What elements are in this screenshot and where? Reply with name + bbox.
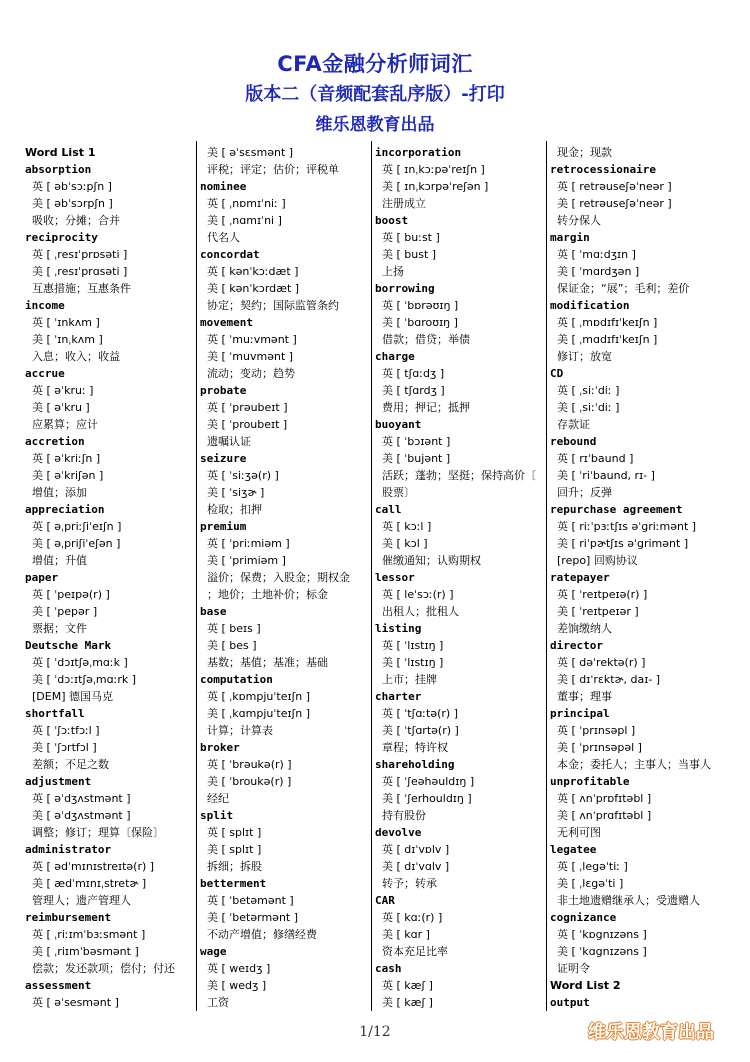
headword: premium (200, 520, 247, 533)
phonetic: 英 [ kənˈkɔːdæt ] (207, 265, 299, 278)
phonetic: 英 [ splɪt ] (207, 826, 262, 839)
headword: call (375, 503, 402, 516)
definition: 检取；扣押 (207, 503, 262, 516)
definition: 章程；特许权 (382, 741, 448, 754)
definition: 上扬 (382, 265, 404, 278)
phonetic: 美 [ əˈkriʃən ] (32, 469, 104, 482)
headword: probate (200, 384, 247, 397)
phonetic: 美 [ ˌmɑdɪfɪˈkeɪʃn ] (557, 333, 658, 346)
phonetic: 美 [ əˈdʒʌstmənt ] (32, 809, 131, 822)
phonetic: 英 [ ˌnɒmɪˈniː ] (207, 197, 286, 210)
column-divider (196, 141, 197, 1011)
phonetic: 英 [ ˈʃɔːtfɔːl ] (32, 724, 100, 737)
phonetic: 美 [ ˈbujənt ] (382, 452, 451, 465)
phonetic: 美 [ ˌresɪˈprɑsəti ] (32, 265, 128, 278)
definition: 转分保人 (557, 214, 601, 227)
phonetic: 美 [ ˈkɑgnɪzəns ] (557, 945, 647, 958)
vocab-column-1 (25, 144, 195, 1011)
definition: 遗嘱认证 (207, 435, 251, 448)
headword: split (200, 809, 234, 822)
definition: 票据；文件 (32, 622, 87, 635)
phonetic: 美 [ ˈlɪstɪŋ ] (382, 656, 444, 669)
definition: 差额；不足之数 (32, 758, 109, 771)
definition: 应累算；应计 (32, 418, 98, 431)
headword: computation (200, 673, 273, 686)
definition: 经纪 (207, 792, 229, 805)
phonetic: 美 [ ˈprimiəm ] (207, 554, 286, 567)
definition: 借款；借贷；举债 (382, 333, 470, 346)
headword: income (25, 299, 65, 312)
definition: 工资 (207, 996, 229, 1009)
definition: 非土地遗赠继承人；受遗赠人 (557, 894, 700, 907)
phonetic: 英 [ rɪˈbaund ] (557, 452, 634, 465)
headword: principal (550, 707, 610, 720)
column-divider (546, 141, 547, 1011)
page-number: 1/12 (359, 1024, 391, 1040)
definition: 出租人；批租人 (382, 605, 459, 618)
phonetic: 美 [ ˌsiːˈdiː ] (557, 401, 620, 414)
definition: 保证金；“展”；毛利；差价 (557, 282, 690, 295)
headword: paper (25, 571, 59, 584)
phonetic: 英 [ beɪs ] (207, 622, 261, 635)
definition: 股票〕 (382, 486, 415, 499)
headword: modification (550, 299, 630, 312)
phonetic: 美 [ kæʃ ] (382, 996, 433, 1009)
phonetic: 英 [ leˈsɔː(r) ] (382, 588, 454, 601)
headword: margin (550, 231, 590, 244)
headword: cash (375, 962, 402, 975)
headword: appreciation (25, 503, 105, 516)
definition: 证明令 (557, 962, 590, 975)
vocab-column-3 (375, 144, 545, 1011)
phonetic: 美 [ riˈpɚtʃɪs əˈgrimənt ] (557, 537, 689, 550)
phonetic: 英 [ ˈbetəmənt ] (207, 894, 294, 907)
phonetic: 英 [ ˌsiːˈdiː ] (557, 384, 620, 397)
phonetic: 美 [ ˈmuvmənt ] (207, 350, 294, 363)
definition: 注册成立 (382, 197, 426, 210)
definition: 评税；评定；估价；评税单 (207, 163, 339, 176)
headword: assessment (25, 979, 92, 992)
headword: adjustment (25, 775, 92, 788)
phonetic: 英 [ əbˈsɔːpʃn ] (32, 180, 112, 193)
publisher-line: 维乐恩教育出品 (315, 115, 435, 135)
definition: 上市；挂牌 (382, 673, 437, 686)
headword: Deutsche Mark (25, 639, 112, 652)
headword: reimbursement (25, 911, 112, 924)
vocab-column-2 (200, 144, 370, 1011)
phonetic: 英 [ weɪdʒ ] (207, 962, 271, 975)
phonetic: 美 [ ʌnˈprɑfɪtəbl ] (557, 809, 652, 822)
phonetic: 美 [ ˌkɑmpjuˈteɪʃn ] (207, 707, 311, 720)
phonetic: 英 [ ˌmɒdɪfɪˈkeɪʃn ] (557, 316, 658, 329)
definition: 吸收；分摊；合并 (32, 214, 120, 227)
definition: 基数；基值；基准；基础 (207, 656, 328, 669)
definition: 回升；反弹 (557, 486, 612, 499)
phonetic: 英 [ ˈmɑːdʒɪn ] (557, 248, 636, 261)
phonetic: 英 [ ˈɪnkʌm ] (32, 316, 100, 329)
headword: CD (550, 367, 564, 380)
headword: accretion (25, 435, 85, 448)
phonetic: 英 [ əˈsesmənt ] (32, 996, 119, 1009)
phonetic: 英 [ ˈpriːmiəm ] (207, 537, 290, 550)
phonetic: 美 [ ˈmɑrdʒən ] (557, 265, 640, 278)
phonetic: 英 [ kɑː(r) ] (382, 911, 443, 924)
phonetic: 美 [ ˈʃerhouldɪŋ ] (382, 792, 472, 805)
headword: broker (200, 741, 240, 754)
vocab-column-4 (550, 144, 720, 1011)
phonetic: 美 [ ˈbetərmənt ] (207, 911, 299, 924)
phonetic: 英 [ dɪˈvɒlv ] (382, 843, 450, 856)
headword: lessor (375, 571, 415, 584)
phonetic: 美 [ ˈbɑroʊɪŋ ] (382, 316, 458, 329)
definition: 现金；现款 (557, 146, 612, 159)
phonetic: 美 [ əˌpriʃiˈeʃən ] (32, 537, 121, 550)
definition: ；地价；土地补价；标金 (207, 588, 328, 601)
definition: 拆细；拆股 (207, 860, 262, 873)
definition: 代名人 (207, 231, 240, 244)
headword: borrowing (375, 282, 435, 295)
phonetic: 美 [ ˈʃɔrtfɔl ] (32, 741, 97, 754)
headword: director (550, 639, 603, 652)
headword: base (200, 605, 227, 618)
phonetic: 美 [ splɪt ] (207, 843, 262, 856)
headword: shareholding (375, 758, 455, 771)
phonetic: 美 [ bes ] (207, 639, 257, 652)
phonetic: 英 [ ˈprɪnsəpl ] (557, 724, 636, 737)
phonetic: 英 [ əˈkriːʃn ] (32, 452, 101, 465)
headword: boost (375, 214, 409, 227)
definition: 董事；理事 (557, 690, 612, 703)
headword: rebound (550, 435, 597, 448)
phonetic: 美 [ ˈsiʒɚ ] (207, 486, 265, 499)
phonetic: 美 [ ˌnɑmɪˈni ] (207, 214, 282, 227)
headword: betterment (200, 877, 267, 890)
headword: concordat (200, 248, 260, 261)
headword: repurchase agreement (550, 503, 683, 516)
word-list-heading: Word List 1 (25, 146, 96, 159)
definition: 催缴通知；认购期权 (382, 554, 481, 567)
headword: charter (375, 690, 422, 703)
headword: ratepayer (550, 571, 610, 584)
phonetic: 美 [ tʃɑrdʒ ] (382, 384, 445, 397)
definition: 溢价；保费；入股金；期权金 (207, 571, 350, 584)
phonetic: 英 [ ˈreɪtpeɪə(r) ] (557, 588, 648, 601)
headword: devolve (375, 826, 422, 839)
phonetic: 英 [ ˈtʃɑːtə(r) ] (382, 707, 458, 720)
phonetic: 美 [ ˈprɪnsəpəl ] (557, 741, 642, 754)
phonetic: 美 [ dɪˈvɑlv ] (382, 860, 450, 873)
definition: 计算；计算表 (207, 724, 273, 737)
definition: [DEM] 德国马克 (32, 690, 113, 703)
phonetic: 英 [ ˌkɒmpjuˈteɪʃn ] (207, 690, 311, 703)
definition: 管理人；遗产管理人 (32, 894, 131, 907)
headword: movement (200, 316, 253, 329)
phonetic: 美 [ ˈreɪtpeɪər ] (557, 605, 639, 618)
phonetic: 英 [ ʌnˈprɒfɪtəbl ] (557, 792, 652, 805)
definition: [repo] 回购协议 (557, 554, 638, 567)
headword: cognizance (550, 911, 617, 924)
phonetic: 美 [ ˈtʃɑrtə(r) ] (382, 724, 459, 737)
phonetic: 美 [ ˈɪnˌkʌm ] (32, 333, 103, 346)
headword: accrue (25, 367, 65, 380)
phonetic: 美 [ ɪnˌkɔrpəˈreʃən ] (382, 180, 489, 193)
phonetic: 美 [ ˌriɪmˈbəsmənt ] (32, 945, 139, 958)
phonetic: 美 [ kɔl ] (382, 537, 428, 550)
phonetic: 美 [ ˈproubeɪt ] (207, 418, 288, 431)
definition: 互惠措施；互惠条件 (32, 282, 131, 295)
definition: 转予；转承 (382, 877, 437, 890)
headword: retrocessionaire (550, 163, 656, 176)
definition: 不动产增值；修缮经费 (207, 928, 317, 941)
phonetic: 英 [ ˌriːɪmˈbɜːsmənt ] (32, 928, 146, 941)
phonetic: 美 [ ædˈmɪnɪˌstretɚ ] (32, 877, 147, 890)
headword: nominee (200, 180, 247, 193)
phonetic: 美 [ ˈbroukə(r) ] (207, 775, 292, 788)
phonetic: 英 [ kɔːl ] (382, 520, 432, 533)
document-subtitle: 版本二（音频配套乱序版）-打印 (245, 84, 505, 105)
headword: listing (375, 622, 422, 635)
definition: 协定；契约；国际监管条约 (207, 299, 339, 312)
word-list-heading: Word List 2 (550, 979, 621, 992)
headword: reciprocity (25, 231, 98, 244)
phonetic: 英 [ riːˈpɜːtʃɪs əˈgriːmənt ] (557, 520, 697, 533)
definition: 活跃；蓬勃；坚挺；保持高价〔 (382, 469, 536, 482)
phonetic: 英 [ əˌpriːʃiˈeɪʃn ] (32, 520, 122, 533)
headword: CAR (375, 894, 395, 907)
headword: shortfall (25, 707, 85, 720)
phonetic: 英 [ əˈkruː ] (32, 384, 94, 397)
phonetic: 美 [ wedʒ ] (207, 979, 267, 992)
phonetic: 美 [ dɪˈrɛktɚ, daɪ- ] (557, 673, 661, 686)
phonetic: 英 [ ˈsiːʒə(r) ] (207, 469, 279, 482)
phonetic: 英 [ ɪnˌkɔːpəˈreɪʃn ] (382, 163, 485, 176)
phonetic: 英 [ ˌresɪˈprɒsəti ] (32, 248, 128, 261)
headword: legatee (550, 843, 597, 856)
phonetic: 美 [ retrəuseʃəˈneər ] (557, 197, 672, 210)
headword: unprofitable (550, 775, 630, 788)
phonetic: 英 [ retrəuseʃəˈneər ] (557, 180, 672, 193)
phonetic: 美 [ əˈkru ] (32, 401, 90, 414)
headword: absorption (25, 163, 92, 176)
phonetic: 英 [ ˈbrəukə(r) ] (207, 758, 292, 771)
headword: buoyant (375, 418, 422, 431)
phonetic: 英 [ ədˈmɪnɪstreɪtə(r) ] (32, 860, 155, 873)
phonetic: 英 [ ˈbɒrəʊɪŋ ] (382, 299, 459, 312)
definition: 费用；押记；抵押 (382, 401, 470, 414)
phonetic: 英 [ ˈkɒgnɪzəns ] (557, 928, 647, 941)
watermark-logo: 维乐恩教育出品 (588, 1022, 714, 1043)
definition: 调整；修订；理算〔保险〕 (32, 826, 164, 839)
phonetic: 英 [ dəˈrektə(r) ] (557, 656, 646, 669)
definition: 本金；委托人；主事人；当事人 (557, 758, 711, 771)
phonetic: 英 [ ˈmuːvmənt ] (207, 333, 297, 346)
document-title: CFA金融分析师词汇 (277, 52, 473, 76)
headword: administrator (25, 843, 112, 856)
definition: 无利可图 (557, 826, 601, 839)
phonetic: 英 [ ˈpeɪpə(r) ] (32, 588, 110, 601)
phonetic: 英 [ tʃɑːdʒ ] (382, 367, 445, 380)
phonetic: 英 [ ˈbɔɪənt ] (382, 435, 451, 448)
phonetic: 美 [ ˈpepər ] (32, 605, 98, 618)
definition: 流动；变动；趋势 (207, 367, 295, 380)
phonetic: 英 [ əˈdʒʌstmənt ] (32, 792, 131, 805)
headword: incorporation (375, 146, 462, 159)
headword: output (550, 996, 590, 1009)
definition: 修订；放宽 (557, 350, 612, 363)
phonetic: 英 [ ˈlɪstɪŋ ] (382, 639, 444, 652)
definition: 增值；添加 (32, 486, 87, 499)
phonetic: 美 [ kɑr ] (382, 928, 430, 941)
phonetic: 美 [ ˈdɔːɪtʃəˌmɑːrk ] (32, 673, 137, 686)
headword: wage (200, 945, 227, 958)
phonetic: 英 [ buːst ] (382, 231, 440, 244)
phonetic: 英 [ ˈʃeəhəuldɪŋ ] (382, 775, 475, 788)
phonetic: 英 [ ˈdɔɪtʃəˌmɑːk ] (32, 656, 128, 669)
phonetic: 英 [ kæʃ ] (382, 979, 433, 992)
phonetic: 美 [ əbˈsɔrpʃn ] (32, 197, 113, 210)
definition: 增值；升值 (32, 554, 87, 567)
phonetic: 美 [ kənˈkɔrdæt ] (207, 282, 300, 295)
definition: 入息；收入；收益 (32, 350, 120, 363)
phonetic: 英 [ ˌlegəˈtiː ] (557, 860, 628, 873)
phonetic: 美 [ ˈriˈbaund, rɪ- ] (557, 469, 655, 482)
phonetic: 英 [ ˈprəubeɪt ] (207, 401, 288, 414)
column-divider (371, 141, 372, 1011)
definition: 持有股份 (382, 809, 426, 822)
definition: 资本充足比率 (382, 945, 448, 958)
phonetic: 美 [ ˌlɛgəˈti ] (557, 877, 624, 890)
definition: 偿款；发还款项；偿付；付还 (32, 962, 175, 975)
definition: 差饷缴纳人 (557, 622, 612, 635)
phonetic: 美 [ bust ] (382, 248, 437, 261)
definition: 存款证 (557, 418, 590, 431)
headword: charge (375, 350, 415, 363)
phonetic: 美 [ əˈsɛsmənt ] (207, 146, 294, 159)
headword: seizure (200, 452, 247, 465)
